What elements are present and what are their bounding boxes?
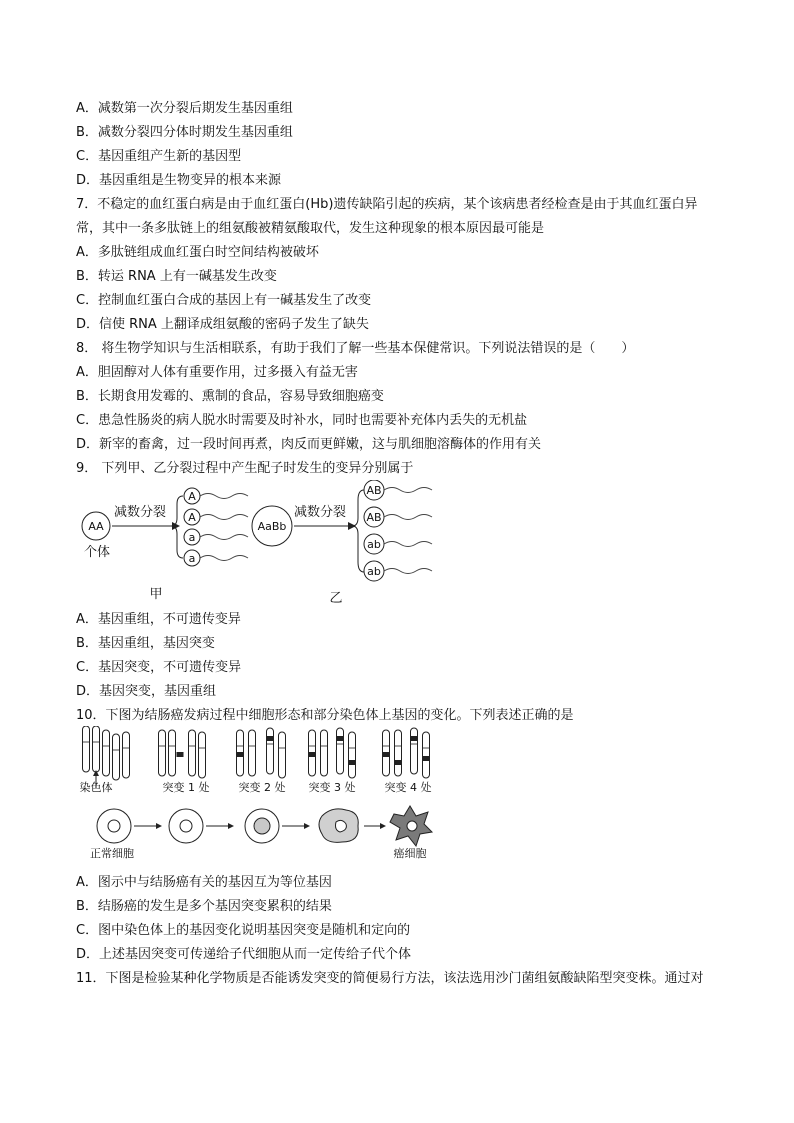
gamete-a-2: A (188, 511, 196, 524)
q10-option-d: D．上述基因突变可传递给子代细胞从而一定传给子代个体 (76, 947, 412, 962)
label-mutation-3: 突变 3 处 (308, 781, 356, 794)
gametes-group-b (364, 480, 432, 581)
figure-caption-jia: 甲 (149, 587, 163, 602)
label-mutation-4: 突变 4 处 (384, 781, 432, 794)
q7-option-a: A．多肽链组成血红蛋白时空间结构被破坏 (76, 245, 319, 260)
q11-stem-line-1: 11．下图是检验某种化学物质是否能诱发突变的简便易行方法，该法选用沙门菌组氨酸缺陷型突变株。通过对 (76, 971, 704, 986)
q10-option-c: C．图中染色体上的基因变化说明基因突变是随机和定向的 (76, 923, 411, 938)
q6-option-b: B．减数分裂四分体时期发生基因重组 (76, 125, 293, 140)
q9-option-a: A．基因重组，不可遗传变异 (76, 612, 241, 627)
q7-option-b: B．转运 RNA 上有一碱基发生改变 (76, 269, 277, 284)
q9-option-b: B．基因重组，基因突变 (76, 636, 215, 651)
colon-cancer-progression-figure (76, 726, 456, 866)
q10-stem: 10．下图为结肠癌发病过程中细胞形态和部分染色体上基因的变化。下列表述正确的是 (76, 708, 574, 723)
meiosis-label-b: 减数分裂 (294, 505, 347, 520)
q8-option-a: A．胆固醇对人体有重要作用，过多摄入有益无害 (76, 365, 358, 380)
q7-stem-line-1: 7．不稳定的血红蛋白病是由于血红蛋白(Hb)遗传缺陷引起的疾病，某个该病患者经检查是由于其血红蛋白异 (76, 197, 698, 212)
gamete-b-1: AB (366, 484, 382, 497)
q8-option-c: C．患急性肠炎的病人脱水时需要及时补水，同时也需要补充体内丢失的无机盐 (76, 413, 528, 428)
gamete-b-2: AB (366, 511, 382, 524)
meiosis-label-a: 减数分裂 (114, 505, 167, 520)
label-chromosome: 染色体 (79, 781, 113, 794)
parent-genotype-b: AaBb (257, 520, 287, 533)
q9-stem: 9． 下列甲、乙分裂过程中产生配子时发生的变异分别属于 (76, 461, 414, 476)
label-mutation-1: 突变 1 处 (162, 781, 210, 794)
gametes-group-a (184, 488, 248, 566)
gamete-b-4: ab (367, 565, 381, 578)
q7-option-d: D．信使 RNA 上翻译成组氨酸的密码子发生了缺失 (76, 317, 369, 332)
gamete-a-1: A (188, 490, 196, 503)
q10-option-b: B．结肠癌的发生是多个基因突变累积的结果 (76, 899, 332, 914)
q9-option-c: C．基因突变，不可遗传变异 (76, 660, 242, 675)
q10-option-a: A．图示中与结肠癌有关的基因互为等位基因 (76, 875, 332, 890)
gamete-a-3: a (188, 531, 196, 544)
q6-option-d: D．基因重组是生物变异的根本来源 (76, 173, 282, 188)
chromosome-set-mutation-3 (309, 728, 356, 778)
figure-caption-yi: 乙 (329, 591, 343, 606)
label-cancer-cell: 癌细胞 (393, 847, 427, 860)
q8-option-d: D．新宰的畜禽，过一段时间再煮，肉反而更鲜嫩，这与肌细胞溶酶体的作用有关 (76, 437, 542, 452)
gamete-b-3: ab (367, 538, 381, 551)
cell-progression (97, 806, 432, 846)
q8-option-b: B．长期食用发霉的、熏制的食品，容易导致细胞癌变 (76, 389, 384, 404)
chromosome-set-mutation-4 (383, 728, 430, 778)
chromosome-set-mutation-2 (237, 728, 286, 778)
q8-stem: 8． 将生物学知识与生活相联系，有助于我们了解一些基本保健常识。下列说法错误的是（ ） (76, 341, 635, 356)
label-mutation-2: 突变 2 处 (238, 781, 286, 794)
q7-stem-line-2: 常，其中一条多肽链上的组氨酸被精氨酸取代，发生这种现象的根本原因最可能是 (76, 221, 545, 236)
chromosome-set-mutation-1 (159, 730, 206, 778)
individual-label: 个体 (84, 545, 111, 560)
q7-option-c: C．控制血红蛋白合成的基因上有一碱基发生了改变 (76, 293, 372, 308)
q6-option-c: C．基因重组产生新的基因型 (76, 149, 242, 164)
meiosis-gamete-figure (76, 480, 456, 608)
q9-option-d: D．基因突变，基因重组 (76, 684, 217, 699)
gamete-a-4: a (188, 552, 196, 565)
label-normal-cell: 正常细胞 (90, 847, 134, 860)
parent-genotype-a: AA (88, 520, 104, 533)
q6-option-a: A．减数第一次分裂后期发生基因重组 (76, 101, 293, 116)
chromosome-set-normal (83, 726, 130, 780)
